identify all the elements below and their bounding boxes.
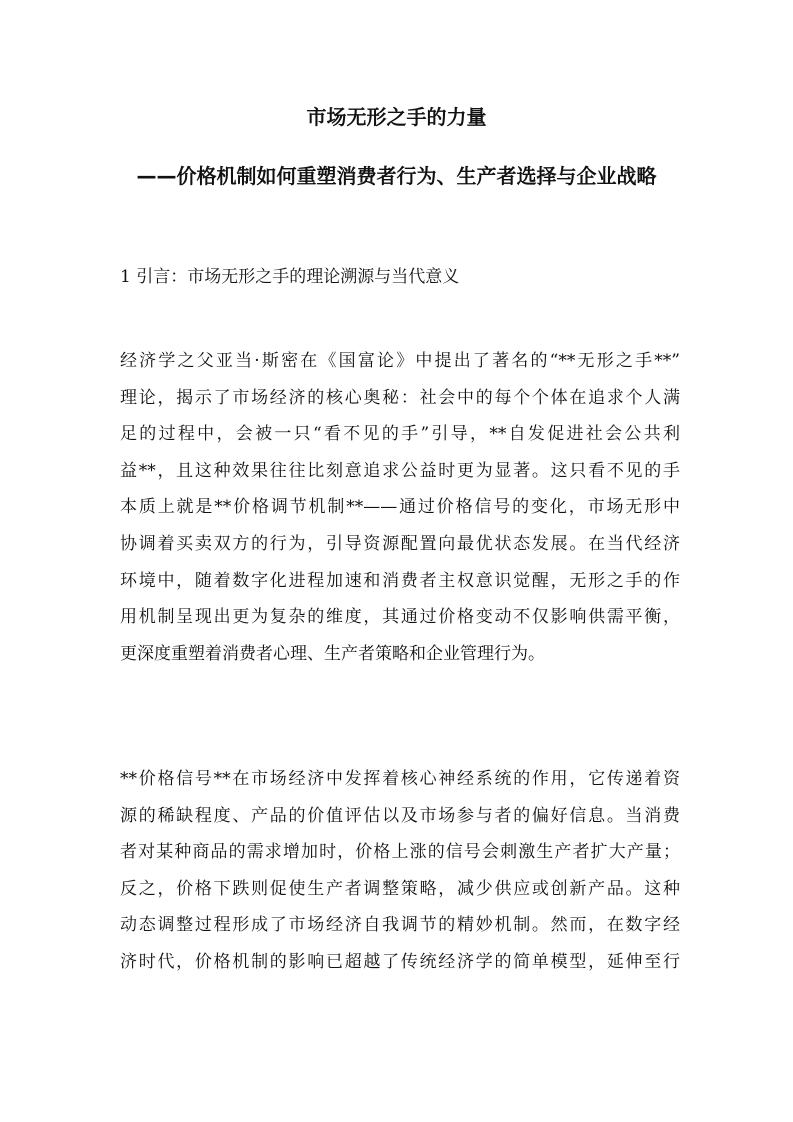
section-heading: 1 引言：市场无形之手的理论溯源与当代意义 bbox=[120, 267, 460, 287]
paragraph-line: 本质上就是**价格调节机制**——通过价格信号的变化，市场无形中 bbox=[120, 497, 680, 518]
paragraph-line: 经济学之父亚当·斯密在《国富论》中提出了著名的“**无形之手**” bbox=[120, 351, 680, 371]
paragraph-line: 环境中，随着数字化进程加速和消费者主权意识觉醒，无形之手的作 bbox=[120, 570, 680, 591]
document-title: 市场无形之手的力量 bbox=[306, 105, 487, 129]
paragraph-line: 理论，揭示了市场经济的核心奥秘：社会中的每个个体在追求个人满 bbox=[120, 387, 680, 408]
paragraph-line: 济时代，价格机制的影响已超越了传统经济学的简单模型，延伸至行 bbox=[120, 951, 680, 972]
paragraph-line: **价格信号**在市场经济中发挥着核心神经系统的作用，它传递着资 bbox=[120, 769, 680, 789]
paragraph-line: 者对某种商品的需求增加时，价格上涨的信号会刺激生产者扩大产量； bbox=[120, 842, 680, 863]
paragraph-line: 源的稀缺程度、产品的价值评估以及市场参与者的偏好信息。当消费 bbox=[120, 805, 680, 826]
document-subtitle: ——价格机制如何重塑消费者行为、生产者选择与企业战略 bbox=[136, 164, 657, 188]
paragraph-line: 反之，价格下跌则促使生产者调整策略，减少供应或创新产品。这种 bbox=[120, 878, 680, 899]
paragraph-line: 用机制呈现出更为复杂的维度，其通过价格变动不仅影响供需平衡， bbox=[120, 607, 680, 628]
paragraph-line: 益**，且这种效果往往比刻意追求公益时更为显著。这只看不见的手 bbox=[120, 460, 680, 481]
paragraph-2 bbox=[120, 761, 680, 981]
paragraph-line: 更深度重塑着消费者心理、生产者策略和企业管理行为。 bbox=[120, 643, 545, 664]
paragraph-line: 动态调整过程形成了市场经济自我调节的精妙机制。然而，在数字经 bbox=[120, 915, 680, 936]
paragraph-line: 足的过程中，会被一只“看不见的手”引导，**自发促进社会公共利 bbox=[120, 424, 680, 445]
paragraph-1 bbox=[120, 343, 680, 672]
paragraph-line: 协调着买卖双方的行为，引导资源配置向最优状态发展。在当代经济 bbox=[120, 533, 680, 554]
